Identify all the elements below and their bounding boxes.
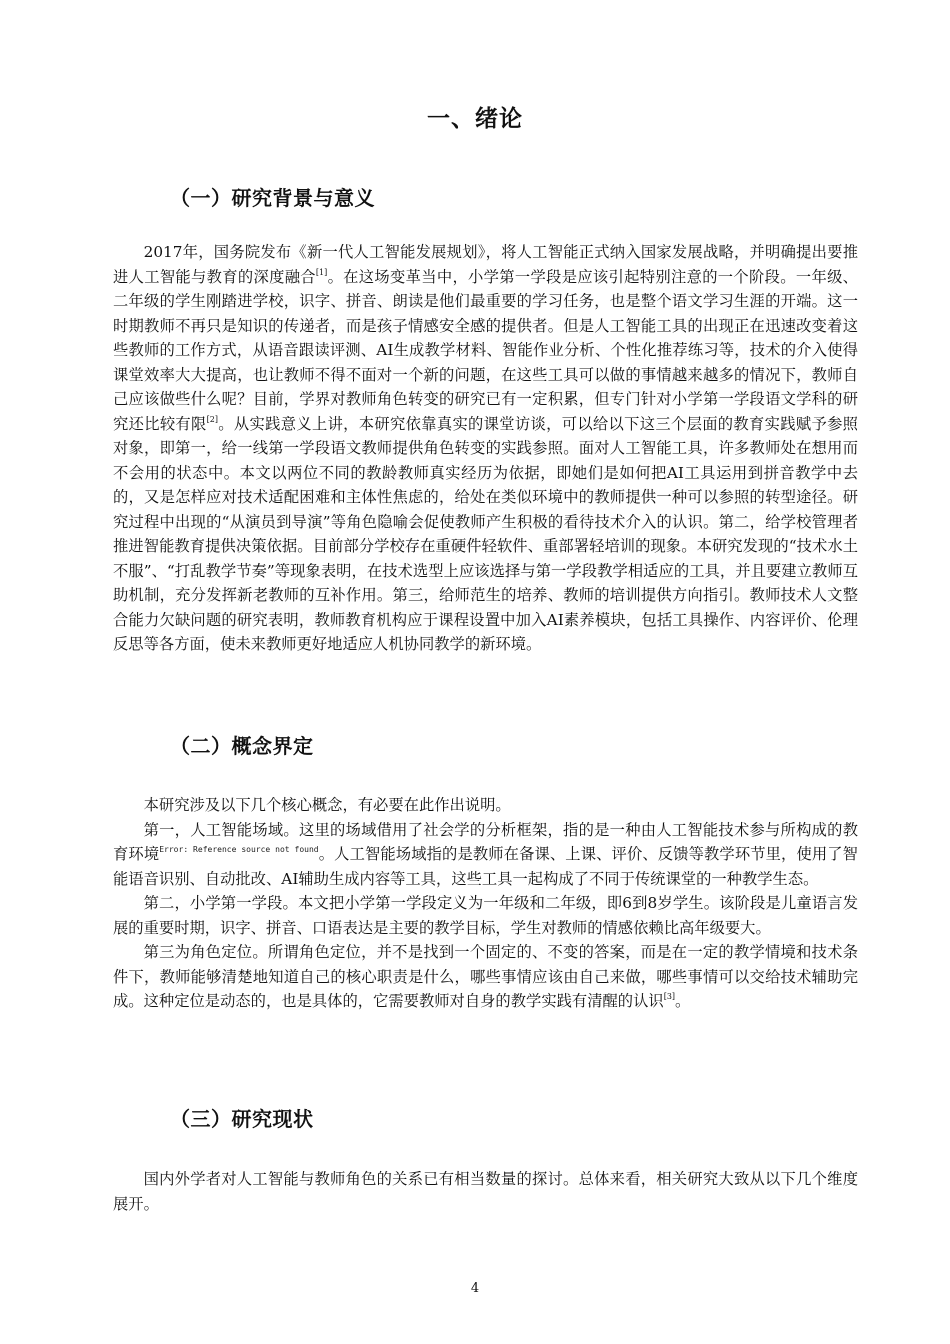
background-body — [113, 240, 858, 657]
section-title-status: （三）研究现状 — [170, 1107, 314, 1131]
section-title-concepts: （二）概念界定 — [170, 734, 314, 758]
concepts-body — [113, 793, 858, 1014]
page-number: 4 — [470, 1281, 480, 1296]
citation-3: [3] — [663, 992, 676, 1001]
chapter-title: 一、绪论 — [427, 106, 523, 132]
status-body — [113, 1167, 858, 1216]
citation-1: [1] — [315, 267, 328, 277]
background-paragraph: 2017年，国务院发布《新一代人工智能发展规划》，将人工智能正式纳入国家发展战略，并明确提出要推进人工智能与教育的深度融合[1]。在这场变革当中，小学第一学段是应该引起特别注意的一个阶段。一年级、二年级的学生刚踏进学校，识字、拼音、朗读是他们最重要的学习任务，也是整个语文学习生涯的开端。这一时期教师不再只是知识的传递者，而是孩子情感安全感的提供者。但是人工智能工具的出现正在迅速改变着这些教师的工作方式，从语音跟读评测、AI生成教学材料、智能作业分析、个性化推荐练习等，技术的介入使得课堂效率大大提高，也让教师不得不面对一个新的问题，在这些工具可以做的事情越来越多的情况下，教师自己应该做些什么呢？目前，学界对教师角色转变的研究已有一定积累，但专门针对小学第一学段语文学科的研究还比较有限[2]。从实践意义上讲，本研究依靠真实的课堂访谈，可以给以下这三个层面的教育实践赋予参照对象，即第一，给一线第一学段语文教师提供角色转变的实践参照。面对人工智能工具，许多教师处在想用而不会用的状态中。本文以两位不同的教龄教师真实经历为依据，即她们是如何把AI工具运用到拼音教学中去的，又是怎样应对技术适配困难和主体性焦虑的，给处在类似环境中的教师提供一种可以参照的转型途径。研究过程中出现的“从演员到导演”等角色隐喻会促使教师产生积极的看待技术介入的认识。第二，给学校管理者推进智能教育提供决策依据。目前部分学校存在重硬件轻软件、重部署轻培训的现象。本研究发现的“技术水土不服”、“打乱教学节奏”等现象表明，在技术选型上应该选择与第一学段教学相适应的工具，并且要建立教师互助机制，充分发挥新老教师的互补作用。第三，给师范生的培养、教师的培训提供方向指引。教师技术人文整合能力欠缺问题的研究表明，教师教育机构应于课程设置中加入AI素养模块，包括工具操作、内容评价、伦理反思等各方面，使未来教师更好地适应人机协同教学的新环境。 — [113, 243, 858, 653]
reference-error-marker: Error: Reference source not found — [159, 845, 319, 854]
citation-2: [2] — [206, 414, 218, 424]
concept-3-paragraph: 第三为角色定位。所谓角色定位，并不是找到一个固定的、不变的答案，而是在一定的教学情境和技术条件下，教师能够清楚地知道自己的核心职责是什么，哪些事情应该由自己来做，哪些事情可以交给技术辅助完成。这种定位是动态的，也是具体的，它需要教师对自身的教学实践有清醒的认识[3]。 — [113, 943, 858, 1010]
status-paragraph: 国内外学者对人工智能与教师角色的关系已有相当数量的探讨。总体来看，相关研究大致从以下几个维度展开。 — [113, 1170, 858, 1213]
concept-1-paragraph: 第一，人工智能场域。这里的场域借用了社会学的分析框架，指的是一种由人工智能技术参与所构成的教育环境$^{Error: Reference source not found}$。人工智能场域指的是教师在备课、上课、评价、反馈等教学环节里，使用了智能语音识别、自动批改、AI辅助生成内容等工具，这些工具一起构成了不同于传统课堂的一种教学生态。 — [113, 820, 858, 888]
concept-2-paragraph: 第二，小学第一学段。本文把小学第一学段定义为一年级和二年级，即6到8岁学生。该阶段是儿童语言发展的重要时期，识字、拼音、口语表达是主要的教学目标，学生对教师的情感依赖比高年级要大。 — [113, 894, 858, 937]
section-title-background: （一）研究背景与意义 — [170, 186, 375, 210]
concepts-intro: 本研究涉及以下几个核心概念，有必要在此作出说明。 — [143, 796, 511, 814]
